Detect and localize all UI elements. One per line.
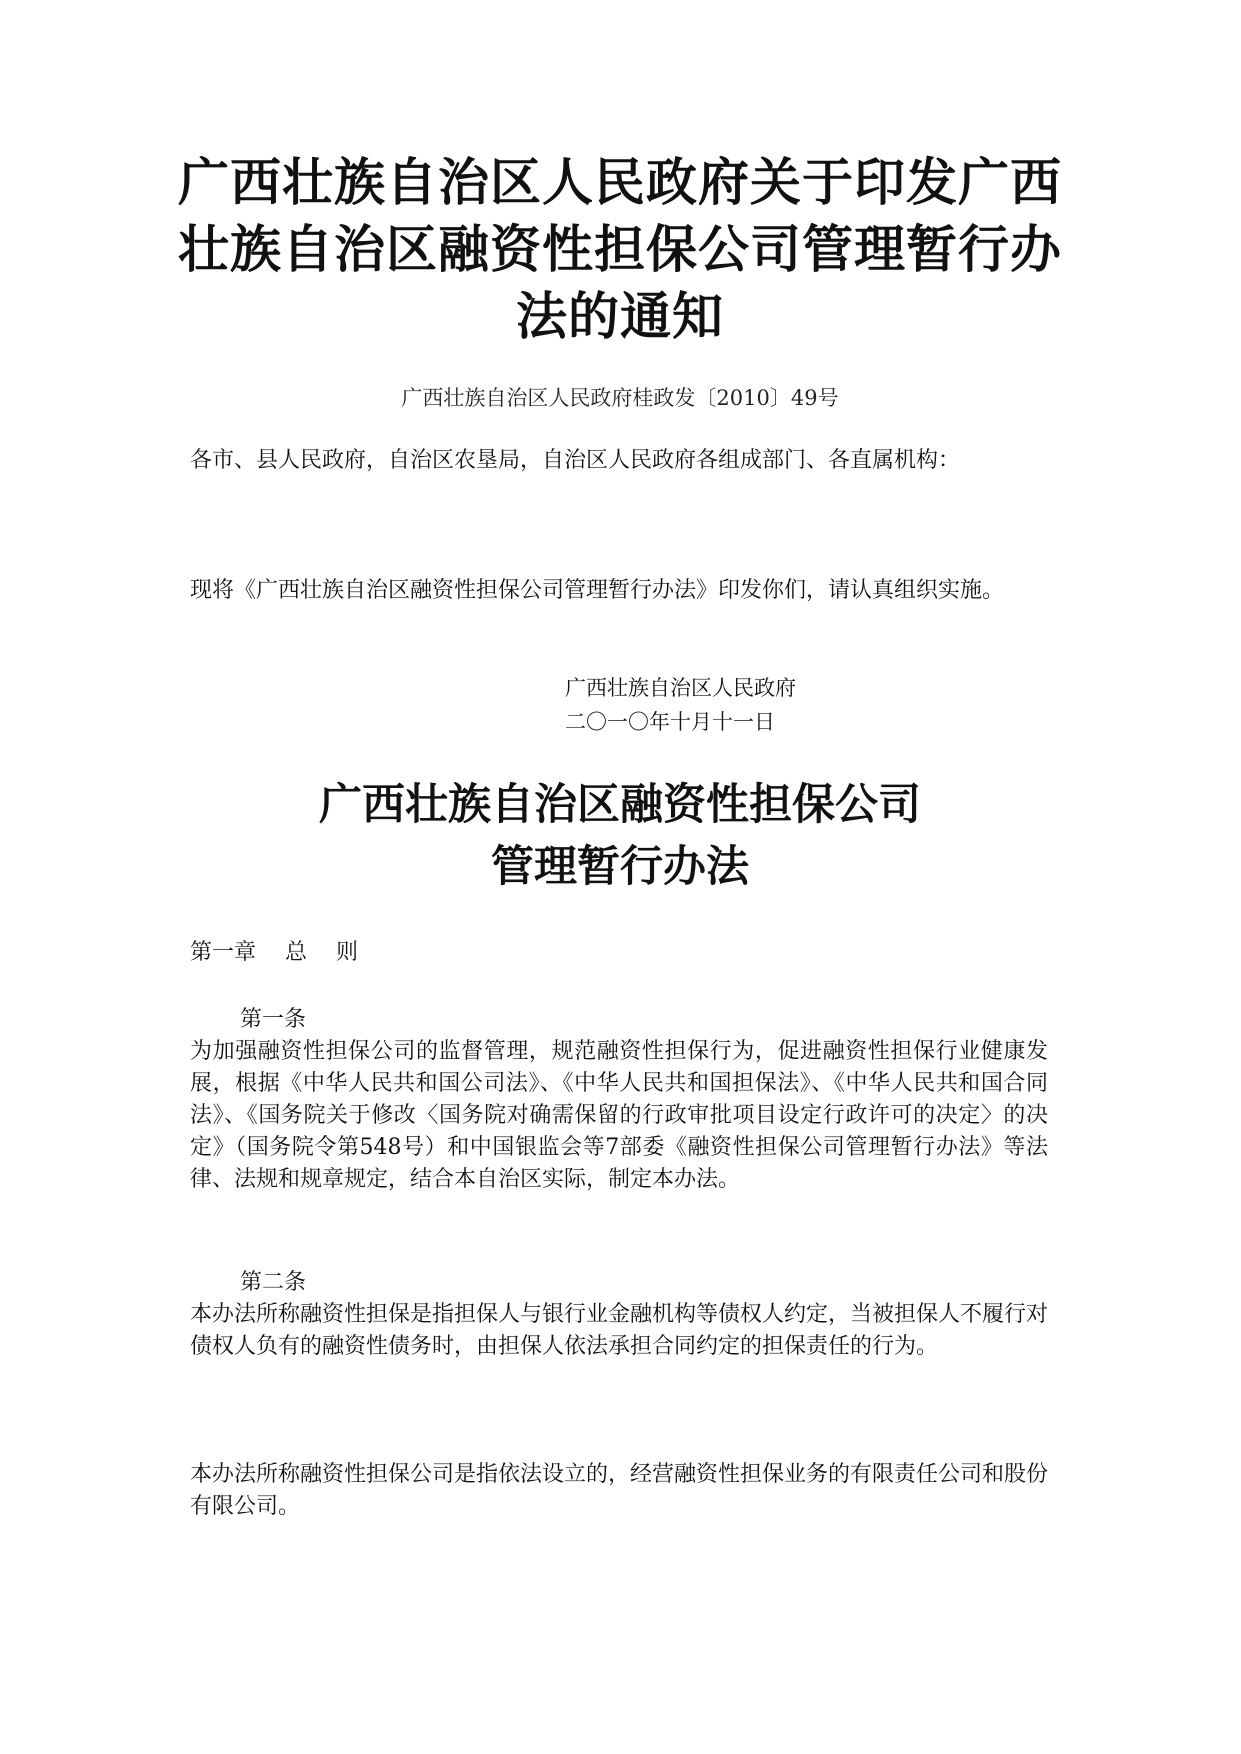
addressee-line: 各市、县人民政府，自治区农垦局，自治区人民政府各组成部门、各直属机构：: [190, 448, 961, 473]
regulation-title-line-1: 广西壮族自治区融资性担保公司: [319, 780, 921, 830]
signature-date: 二〇一〇年十月十一日: [565, 710, 775, 734]
article-2-paragraph-1: 本办法所称融资性担保是指担保人与银行业金融机构等债权人约定，当被担保人不履行对债权人负有的融资性债务时，由担保人依法承担合同约定的担保责任的行为。: [190, 1302, 1049, 1359]
article-1-paragraph: 为加强融资性担保公司的监督管理，规范融资性担保行为，促进融资性担保行业健康发展，根据《中华人民共和国公司法》、《中华人民共和国担保法》、《中华人民共和国合同法》、《国务院关于修改〈国务院对确需保留的行政审批项目设定行政许可的决定〉的决定》（国务院令第548号）和中国银监会等7部委《融资性担保公司管理暂行办法》等法律、法规和规章规定，结合本自治区实际，制定本办法。: [190, 1039, 1048, 1192]
article-1-heading: 第一条: [240, 1007, 307, 1032]
notice-title-line-2: 壮族自治区融资性担保公司管理暂行办: [177, 221, 1062, 280]
notice-title: [150, 150, 1090, 351]
regulation-title-line-2: 管理暂行办法: [491, 842, 749, 892]
article-2-paragraph-2: 本办法所称融资性担保公司是指依法设立的，经营融资性担保业务的有限责任公司和股份有限公司。: [190, 1462, 1049, 1519]
notice-title-line-1: 广西壮族自治区人民政府关于印发广西: [177, 154, 1062, 213]
regulation-title: [150, 774, 1090, 898]
signature-organization: 广西壮族自治区人民政府: [565, 676, 796, 700]
article-2-heading: 第二条: [240, 1270, 307, 1295]
document-number: 广西壮族自治区人民政府桂政发〔2010〕49号: [401, 386, 839, 410]
chapter-heading: 第一章 总 则: [190, 940, 358, 965]
notice-body-paragraph: 现将《广西壮族自治区融资性担保公司管理暂行办法》印发你们，请认真组织实施。: [190, 578, 1005, 603]
notice-title-line-3: 法的通知: [515, 288, 724, 347]
